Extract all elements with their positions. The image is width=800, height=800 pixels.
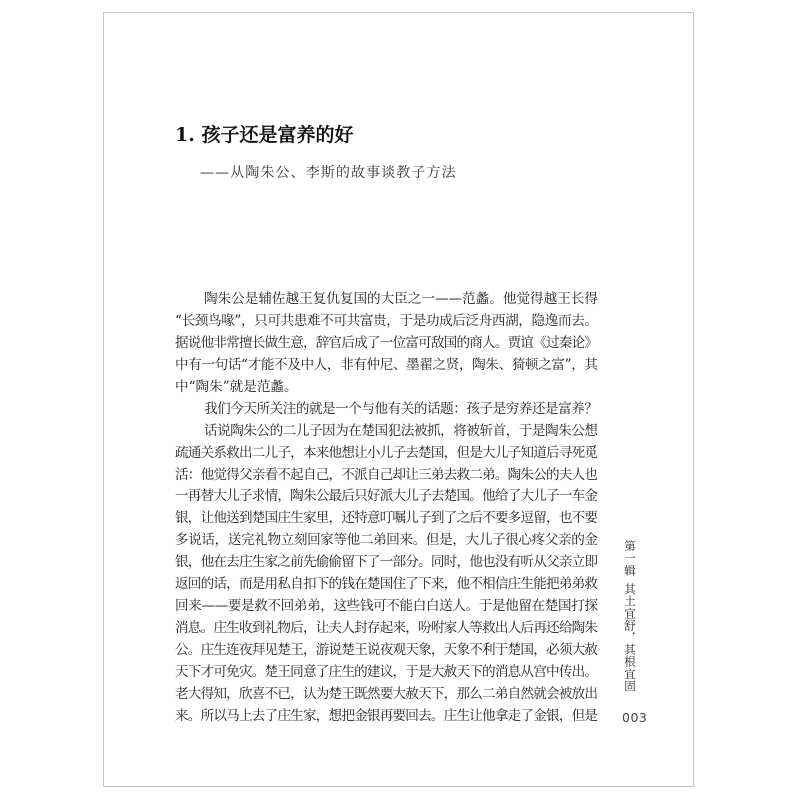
body-line: 来。所以马上去了庄生家，想把金银再要回去。庄生让他拿走了金银，但是 xyxy=(175,707,598,724)
running-section-title: 其土宜舒，其根宜固 xyxy=(623,583,637,692)
body-line: 银，让他送到楚国庄生家里，还特意叮嘱儿子到了之后不要多逗留，也不要 xyxy=(175,510,598,527)
body-line: 疏通关系救出二儿子，本来他想让小儿子去楚国，但是大儿子知道后寻死觅 xyxy=(175,444,598,461)
body-line: 老大得知，欣喜不已，认为楚王既然要大赦天下，那么二弟自然就会被放出 xyxy=(175,685,598,702)
body-line: 话说陶朱公的二儿子因为在楚国犯法被抓，将被斩首，于是陶朱公想 xyxy=(204,422,598,439)
body-line: 回来——要是救不回弟弟，这些钱可不能白白送人。于是他留在楚国打探 xyxy=(175,598,598,615)
page-number: 003 xyxy=(622,710,648,725)
chapter-subtitle: ——从陶朱公、李斯的故事谈教子方法 xyxy=(200,165,457,181)
body-line: 陶朱公是辅佐越王复仇复国的大臣之一——范蠡。他觉得越王长得 xyxy=(204,291,598,307)
body-line: 中有一句话“才能不及中人，非有仲尼、墨翟之贤，陶朱、猗顿之富”，其 xyxy=(175,356,598,373)
body-line: 天下才可免灾。楚王同意了庄生的建议，于是大赦天下的消息从宫中传出。 xyxy=(175,663,598,680)
body-line: 一再替大儿子求情，陶朱公最后只好派大儿子去楚国。他给了大儿子一车金 xyxy=(175,488,598,505)
chapter-title: 1. 孩子还是富养的好 xyxy=(175,124,354,146)
running-section-part: 第一辑 xyxy=(623,540,637,577)
body-line: “长颈鸟喙”，只可共患难不可共富贵，于是功成后泛舟西湖，隐逸而去。 xyxy=(175,312,598,329)
body-text xyxy=(175,289,598,728)
body-line: 多说话，送完礼物立刻回家等他二弟回来。但是，大儿子很心疼父亲的金 xyxy=(175,532,598,549)
body-line: 返回的话，而是用私自扣下的钱在楚国住了下来，他不相信庄生能把弟弟救 xyxy=(175,576,598,593)
body-line: 活：他觉得父亲看不起自己，不派自己却让三弟去救二弟。陶朱公的夫人也 xyxy=(175,466,598,483)
body-line: 消息。庄生收到礼物后，让夫人封存起来，吩咐家人等救出人后再还给陶朱 xyxy=(175,620,598,637)
body-line: 据说他非常擅长做生意，辞官后成了一位富可敌国的商人。贾谊《过秦论》 xyxy=(175,334,598,351)
body-line: 中“陶朱”就是范蠡。 xyxy=(175,378,298,395)
body-line: 银，他在去庄生家之前先偷偷留下了一部分。同时，他也没有听从父亲立即 xyxy=(175,554,598,571)
body-line: 我们今天所关注的就是一个与他有关的话题：孩子是穷养还是富养？ xyxy=(204,400,598,417)
body-line: 公。庄生连夜拜见楚王，游说楚王说夜观天象，天象不利于楚国，必须大赦 xyxy=(175,642,598,658)
